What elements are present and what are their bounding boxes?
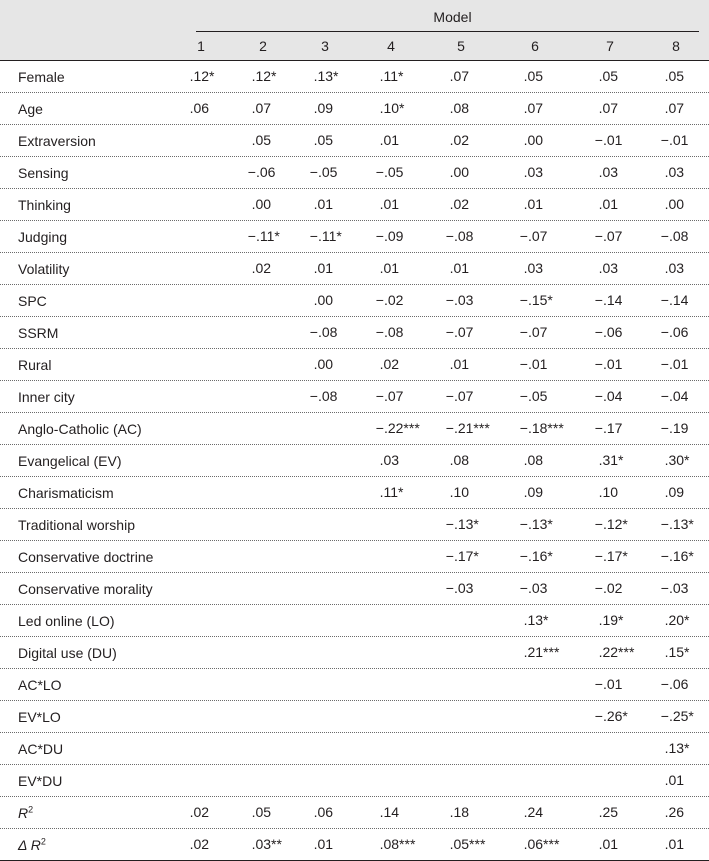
table-cell-model-8: −.19 [660, 420, 689, 436]
row-label [0, 708, 196, 726]
table-row [0, 285, 709, 317]
table-cell-model-2: .12* [251, 68, 277, 84]
table-cell-model-5: .01 [449, 260, 470, 276]
row-label [0, 68, 196, 86]
table-cell-model-5: .05*** [449, 836, 486, 852]
table-cell-model-4: −.08 [375, 324, 404, 340]
table-row [0, 93, 709, 125]
table-cell-model-3: .06 [313, 804, 334, 820]
row-label [0, 292, 196, 310]
table-cell-model-6: .21*** [523, 644, 560, 660]
row-label [0, 164, 196, 182]
row-label-text: SPC [18, 292, 47, 309]
table-cell-model-6: .24 [523, 804, 544, 820]
table-cell-model-8: −.08 [660, 228, 689, 244]
model-number-2: 2 [259, 38, 267, 54]
table-cell-model-4: .14 [379, 804, 400, 820]
row-label [0, 132, 196, 150]
table-cell-model-2: .05 [251, 804, 272, 820]
row-label [0, 676, 196, 694]
row-label [0, 804, 196, 822]
table-cell-model-4: −.22*** [375, 420, 420, 436]
table-cell-model-5: −.07 [445, 324, 474, 340]
model-number-6: 6 [531, 38, 539, 54]
table-cell-model-5: .07 [449, 68, 470, 84]
table-cell-model-5: −.03 [445, 580, 474, 596]
table-cell-model-7: −.17* [594, 548, 628, 564]
table-cell-model-1: .02 [189, 836, 210, 852]
table-cell-model-1: .02 [189, 804, 210, 820]
table-cell-model-7: .25 [598, 804, 619, 820]
table-row [0, 253, 709, 285]
table-row [0, 125, 709, 157]
row-label-text: AC*DU [18, 740, 64, 757]
table-cell-model-7: −.01 [594, 676, 623, 692]
table-cell-model-8: .03 [664, 164, 685, 180]
table-cell-model-2: .02 [251, 260, 272, 276]
table-cell-model-6: .03 [523, 260, 544, 276]
table-cell-model-5: −.07 [445, 388, 474, 404]
table-cell-model-5: .00 [449, 164, 470, 180]
table-cell-model-4: .02 [379, 356, 400, 372]
table-cell-model-6: −.13* [519, 516, 553, 532]
table-cell-model-6: .08 [523, 452, 544, 468]
table-cell-model-5: .10 [449, 484, 470, 500]
table-cell-model-5: −.13* [445, 516, 479, 532]
table-cell-model-1: .12* [189, 68, 215, 84]
table-cell-model-4: −.07 [375, 388, 404, 404]
table-header [0, 0, 709, 61]
table-cell-model-6: −.07 [519, 324, 548, 340]
table-row [0, 477, 709, 509]
model-number-1: 1 [197, 38, 205, 54]
table-row [0, 317, 709, 349]
table-row [0, 157, 709, 189]
row-label-text: Age [18, 100, 43, 117]
table-cell-model-8: .01 [664, 772, 685, 788]
row-label [0, 260, 196, 278]
row-label-superscript: 2 [28, 803, 34, 814]
table-cell-model-2: −.11* [247, 228, 280, 244]
model-number-5: 5 [457, 38, 465, 54]
table-cell-model-8: .26 [664, 804, 685, 820]
table-cell-model-5: −.08 [445, 228, 474, 244]
row-label-text: Thinking [18, 196, 71, 213]
table-cell-model-3: −.08 [309, 324, 338, 340]
table-cell-model-6: .07 [523, 100, 544, 116]
model-number-4: 4 [387, 38, 395, 54]
row-label-text: Δ R [18, 836, 41, 853]
table-cell-model-4: −.02 [375, 292, 404, 308]
table-cell-model-7: .01 [598, 196, 619, 212]
row-label-text: AC*LO [18, 676, 62, 693]
table-cell-model-8: .03 [664, 260, 685, 276]
table-cell-model-7: −.04 [594, 388, 623, 404]
row-label [0, 516, 196, 534]
table-cell-model-8: .05 [664, 68, 685, 84]
table-cell-model-5: .08 [449, 452, 470, 468]
row-label-text: Traditional worship [18, 516, 135, 533]
table-cell-model-5: −.21*** [445, 420, 490, 436]
row-label-text: Conservative morality [18, 580, 153, 597]
table-cell-model-3: .01 [313, 836, 334, 852]
table-cell-model-8: −.06 [660, 676, 689, 692]
table-row [0, 573, 709, 605]
model-group-row [0, 0, 709, 32]
row-label-text: Rural [18, 356, 52, 373]
table-cell-model-7: .22*** [598, 644, 635, 660]
table-cell-model-6: −.18*** [519, 420, 564, 436]
table-cell-model-3: .01 [313, 260, 334, 276]
table-cell-model-1: .06 [189, 100, 210, 116]
table-cell-model-4: −.09 [375, 228, 404, 244]
table-cell-model-2: .05 [251, 132, 272, 148]
row-label-text: SSRM [18, 324, 59, 341]
table-cell-model-7: .07 [598, 100, 619, 116]
table-row [0, 221, 709, 253]
table-cell-model-5: .02 [449, 196, 470, 212]
row-label [0, 196, 196, 214]
table-cell-model-7: −.07 [594, 228, 623, 244]
table-cell-model-6: .03 [523, 164, 544, 180]
row-label-text: R [18, 804, 29, 821]
table-cell-model-3: −.05 [309, 164, 338, 180]
table-cell-model-7: .05 [598, 68, 619, 84]
table-cell-model-8: .09 [664, 484, 685, 500]
row-label-text: Led online (LO) [18, 612, 115, 629]
table-cell-model-8: .20* [664, 612, 690, 628]
model-number-8: 8 [672, 38, 680, 54]
table-cell-model-6: −.16* [519, 548, 553, 564]
table-cell-model-7: .10 [598, 484, 619, 500]
table-row [0, 701, 709, 733]
table-cell-model-6: −.05 [519, 388, 548, 404]
table-cell-model-8: .30* [664, 452, 690, 468]
table-cell-model-5: .18 [449, 804, 470, 820]
row-label [0, 356, 196, 374]
model-number-row [0, 32, 709, 60]
row-label-text: Charismaticism [18, 484, 114, 501]
table-row [0, 669, 709, 701]
table-row [0, 733, 709, 765]
table-cell-model-5: .02 [449, 132, 470, 148]
table-cell-model-8: −.01 [660, 356, 689, 372]
table-cell-model-2: .03** [251, 836, 282, 852]
row-label [0, 484, 196, 502]
table-cell-model-8: −.16* [660, 548, 694, 564]
table-cell-model-4: .01 [379, 132, 400, 148]
row-label [0, 772, 196, 790]
row-label-text: Digital use (DU) [18, 644, 117, 661]
table-cell-model-4: .01 [379, 260, 400, 276]
table-cell-model-4: .10* [379, 100, 405, 116]
table-cell-model-5: −.03 [445, 292, 474, 308]
table-cell-model-7: −.14 [594, 292, 623, 308]
table-cell-model-7: .03 [598, 260, 619, 276]
table-cell-model-5: .01 [449, 356, 470, 372]
table-cell-model-2: .00 [251, 196, 272, 212]
table-cell-model-4: .11* [379, 68, 404, 84]
table-cell-model-6: .13* [523, 612, 549, 628]
table-row [0, 797, 709, 829]
table-cell-model-4: −.05 [375, 164, 404, 180]
row-label-text: Anglo-Catholic (AC) [18, 420, 142, 437]
table-row [0, 637, 709, 669]
table-cell-model-3: −.08 [309, 388, 338, 404]
table-cell-model-3: .05 [313, 132, 334, 148]
row-label [0, 388, 196, 406]
table-row [0, 541, 709, 573]
table-cell-model-8: .01 [664, 836, 685, 852]
table-cell-model-8: .13* [664, 740, 690, 756]
table-cell-model-3: −.11* [309, 228, 342, 244]
table-cell-model-8: −.25* [660, 708, 694, 724]
table-cell-model-5: .08 [449, 100, 470, 116]
table-row [0, 61, 709, 93]
table-cell-model-5: −.17* [445, 548, 479, 564]
row-label-text: Volatility [18, 260, 70, 277]
row-label [0, 452, 196, 470]
table-cell-model-8: −.13* [660, 516, 694, 532]
table-cell-model-2: −.06 [247, 164, 276, 180]
table-row [0, 829, 709, 861]
row-label [0, 548, 196, 566]
row-label [0, 740, 196, 758]
table-cell-model-6: .00 [523, 132, 544, 148]
table-cell-model-7: .01 [598, 836, 619, 852]
table-cell-model-6: −.15* [519, 292, 553, 308]
table-cell-model-3: .00 [313, 356, 334, 372]
row-label-text: EV*DU [18, 772, 63, 789]
model-group-label: Model [433, 9, 472, 25]
table-cell-model-8: .15* [664, 644, 690, 660]
table-cell-model-3: .13* [313, 68, 339, 84]
table-row [0, 509, 709, 541]
row-label [0, 100, 196, 118]
table-cell-model-6: .05 [523, 68, 544, 84]
row-label-text: Inner city [18, 388, 75, 405]
table-cell-model-6: .06*** [523, 836, 560, 852]
row-label [0, 324, 196, 342]
table-cell-model-8: −.14 [660, 292, 689, 308]
table-cell-model-8: −.03 [660, 580, 689, 596]
table-row [0, 765, 709, 797]
table-cell-model-8: −.04 [660, 388, 689, 404]
table-cell-model-7: −.06 [594, 324, 623, 340]
table-cell-model-7: −.26* [594, 708, 628, 724]
table-cell-model-8: −.06 [660, 324, 689, 340]
table-cell-model-7: .03 [598, 164, 619, 180]
row-label-text: EV*LO [18, 708, 61, 725]
table-cell-model-7: −.02 [594, 580, 623, 596]
row-label-superscript: 2 [40, 835, 46, 846]
table-cell-model-2: .07 [251, 100, 272, 116]
table-cell-model-7: −.01 [594, 356, 623, 372]
table-cell-model-4: .01 [379, 196, 400, 212]
table-cell-model-6: −.01 [519, 356, 548, 372]
row-label [0, 644, 196, 662]
model-number-3: 3 [321, 38, 329, 54]
row-label-text: Conservative doctrine [18, 548, 154, 565]
table-cell-model-7: −.17 [594, 420, 623, 436]
row-label [0, 836, 196, 854]
row-label-text: Evangelical (EV) [18, 452, 122, 469]
row-label [0, 228, 196, 246]
row-label-text: Extraversion [18, 132, 96, 149]
table-cell-model-7: .31* [598, 452, 624, 468]
table-cell-model-6: .01 [523, 196, 544, 212]
table-cell-model-8: .00 [664, 196, 685, 212]
row-label [0, 612, 196, 630]
table-row [0, 381, 709, 413]
table-row [0, 349, 709, 381]
table-cell-model-3: .01 [313, 196, 334, 212]
table-cell-model-7: −.12* [594, 516, 628, 532]
table-cell-model-7: −.01 [594, 132, 623, 148]
row-label-text: Sensing [18, 164, 69, 181]
table-cell-model-4: .03 [379, 452, 400, 468]
table-cell-model-4: .08*** [379, 836, 416, 852]
model-number-7: 7 [606, 38, 614, 54]
table-row [0, 605, 709, 637]
table-body [0, 61, 709, 861]
row-label [0, 420, 196, 438]
table-cell-model-6: −.07 [519, 228, 548, 244]
table-cell-model-4: .11* [379, 484, 404, 500]
table-cell-model-7: .19* [598, 612, 624, 628]
table-cell-model-6: −.03 [519, 580, 548, 596]
table-row [0, 445, 709, 477]
table-cell-model-3: .00 [313, 292, 334, 308]
row-label-text: Female [18, 68, 65, 85]
table-cell-model-8: .07 [664, 100, 685, 116]
table-row [0, 413, 709, 445]
row-label-text: Judging [18, 228, 68, 245]
row-label [0, 580, 196, 598]
table-row [0, 189, 709, 221]
table-cell-model-3: .09 [313, 100, 334, 116]
table-cell-model-6: .09 [523, 484, 544, 500]
table-cell-model-8: −.01 [660, 132, 689, 148]
